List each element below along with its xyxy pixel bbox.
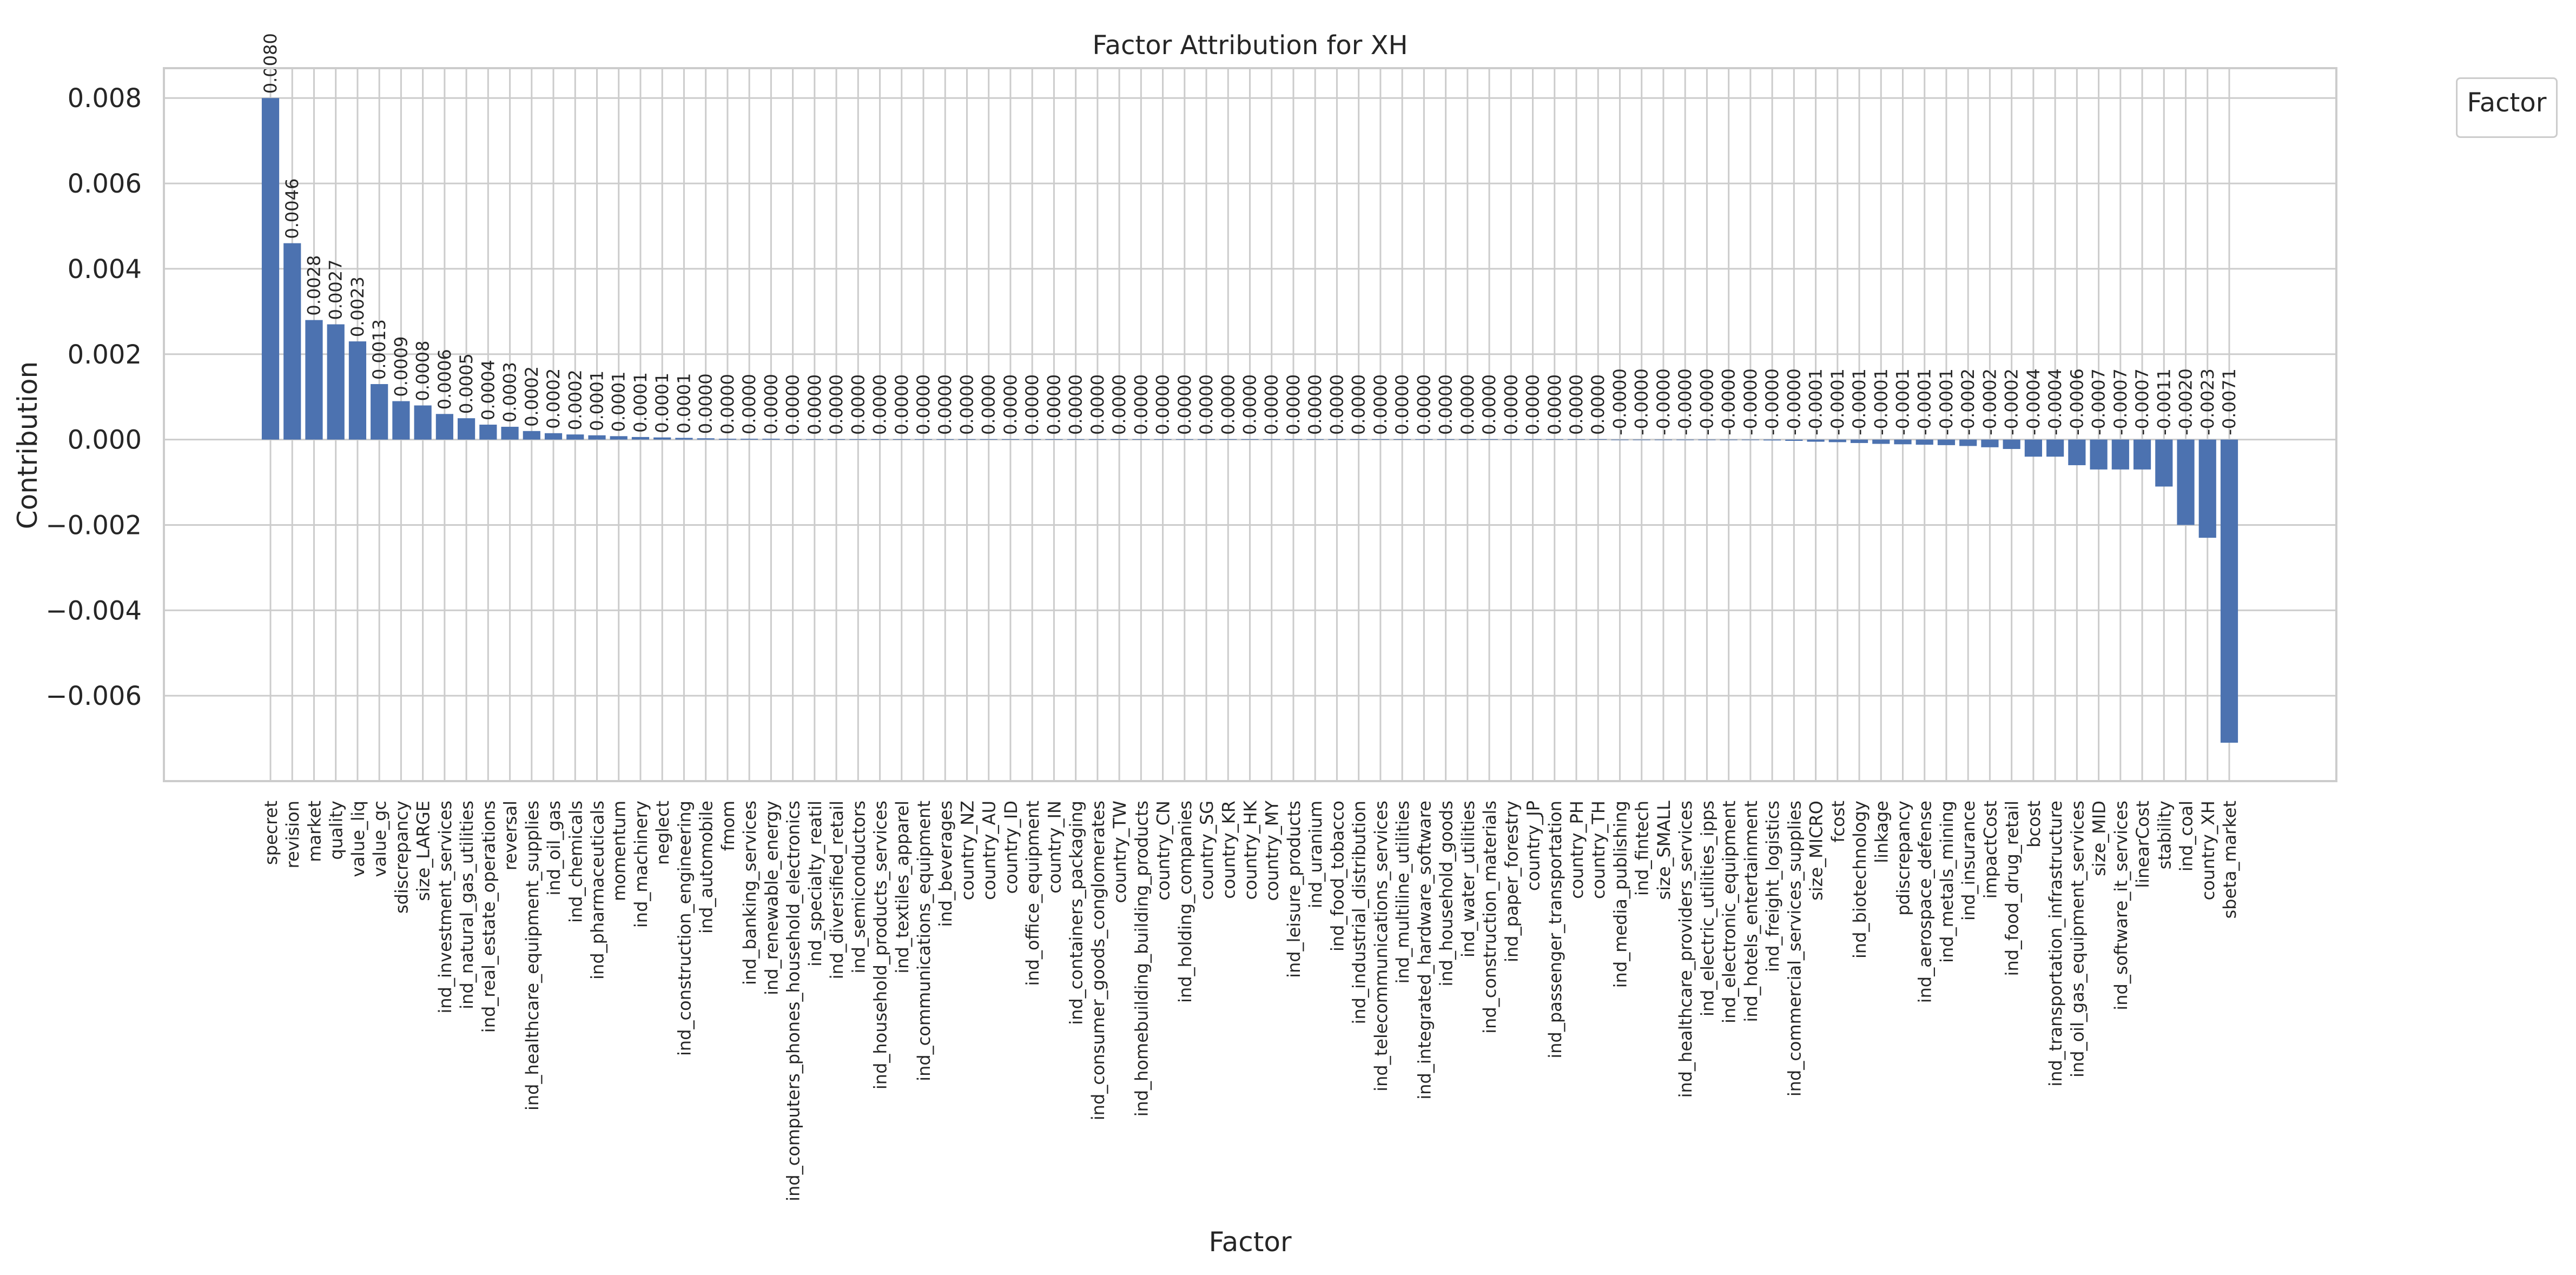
bar-data-label: 0.0001	[673, 373, 695, 434]
bar	[2046, 440, 2064, 457]
bar	[349, 341, 366, 440]
bar-data-label: -0.0002	[2001, 368, 2022, 435]
bar	[741, 439, 758, 440]
x-tick-label: ind_electric_utilities_ipps	[1697, 801, 1718, 1017]
x-tick-label: impactCost	[1980, 801, 2001, 899]
bar	[1981, 440, 1998, 447]
bar	[1198, 439, 1215, 440]
bar	[2068, 440, 2085, 465]
x-tick-label: country_PH	[1567, 801, 1587, 899]
x-tick-label: country_MY	[1261, 801, 1283, 901]
y-tick-label: −0.006	[45, 681, 142, 712]
bar-data-label: 0.0001	[652, 372, 673, 433]
x-tick-label: ind_renewable_energy	[761, 801, 782, 995]
bar-data-label: 0.0000	[1522, 374, 1543, 435]
bar	[1045, 439, 1062, 440]
legend	[2456, 77, 2558, 138]
x-tick-label: ind_semiconductors	[848, 801, 869, 974]
bar	[566, 434, 584, 439]
bar	[1372, 439, 1389, 440]
x-tick-label: fmom	[717, 801, 738, 851]
x-tick-label: country_KR	[1218, 801, 1239, 899]
bar-data-label: -0.0001	[1805, 368, 1826, 435]
x-tick-label: ind_healthcare_equipment_supplies	[521, 801, 543, 1111]
x-tick-label: size_MICRO	[1806, 801, 1827, 901]
bar	[371, 384, 388, 440]
x-tick-label: country_XH	[2197, 801, 2218, 901]
x-tick-label: ind_aerospace_defense	[1914, 801, 1936, 1003]
x-tick-label: momentum	[609, 801, 630, 901]
x-axis-label: Factor	[1208, 1226, 1292, 1258]
bar-data-label: 0.0000	[1566, 374, 1587, 435]
x-tick-label: ind_healthcare_providers_services	[1675, 801, 1696, 1098]
x-tick-label: ind_commercial_services_supplies	[1784, 801, 1805, 1097]
bar-data-label: 0.0005	[456, 353, 477, 414]
bar-data-label: -0.0007	[2132, 368, 2153, 435]
x-tick-label: ind_construction_materials	[1479, 801, 1501, 1034]
bar-data-label: 0.0000	[1588, 374, 1609, 435]
bar-data-label: 0.0000	[826, 374, 847, 435]
y-tick-label: 0.008	[67, 83, 142, 114]
x-tick-label: ind_investment_services	[434, 801, 455, 1014]
bar	[458, 418, 475, 439]
bar-data-label: 0.0002	[565, 369, 586, 431]
bar-data-label: 0.0009	[391, 336, 412, 397]
bar-data-label: -0.0020	[2175, 368, 2196, 435]
bar-data-label: 0.0000	[1109, 374, 1130, 435]
bar	[1241, 439, 1258, 440]
bar-data-label: 0.0000	[804, 374, 825, 435]
bar-data-label: 0.0000	[1022, 374, 1043, 435]
bar	[2003, 440, 2020, 449]
x-tick-label: ind_freight_logistics	[1762, 801, 1784, 972]
bar	[1568, 439, 1585, 440]
x-tick-label: country_IN	[1044, 800, 1065, 894]
bar-data-label: -0.0000	[1740, 368, 1761, 435]
x-tick-label: ind_computers_phones_household_electronics	[783, 801, 804, 1201]
x-tick-label: ind_automobile	[696, 801, 717, 934]
bar	[1589, 439, 1607, 440]
x-tick-label: ind_coal	[2176, 800, 2197, 872]
bar	[1393, 439, 1411, 440]
bar-data-label: -0.0001	[1849, 368, 1870, 435]
x-tick-label: country_AU	[979, 801, 1000, 900]
bar	[719, 439, 736, 440]
x-tick-label: stability	[2154, 800, 2175, 870]
x-tick-label: ind_pharmaceuticals	[587, 801, 608, 980]
x-tick-label: ind_food_tobacco	[1327, 801, 1348, 952]
bar-data-label: 0.0000	[978, 374, 999, 435]
x-tick-label: country_NZ	[957, 801, 978, 901]
bar	[2199, 440, 2216, 538]
x-tick-label: country_CN	[1153, 801, 1174, 901]
x-tick-label: ind_electronic_equipment	[1719, 801, 1740, 1023]
x-tick-label: country_TW	[1109, 801, 1131, 903]
bar	[2177, 440, 2194, 525]
bar-data-label: 0.0000	[1261, 374, 1282, 435]
bar	[1546, 439, 1563, 440]
bar	[1807, 440, 1824, 442]
bar	[653, 438, 671, 440]
bar-data-label: 0.0000	[717, 374, 738, 435]
bar	[414, 405, 432, 439]
bar	[1785, 440, 1802, 441]
y-tick-label: 0.002	[67, 339, 142, 370]
bar-data-label: 0.0080	[260, 33, 281, 94]
bar	[1132, 439, 1150, 440]
bar-data-label: 0.0000	[1218, 374, 1239, 435]
x-tick-label: ind_metals_mining	[1936, 801, 1957, 963]
x-tick-label: country_JP	[1523, 801, 1544, 891]
bar	[1872, 440, 1890, 444]
bar-data-label: 0.0000	[782, 374, 803, 435]
bar-data-label: -0.0000	[1631, 368, 1652, 435]
bar-data-label: 0.0008	[412, 340, 433, 401]
x-tick-label: ind_specialty_reatil	[804, 801, 825, 967]
bar-data-label: -0.0000	[1675, 368, 1696, 435]
bar-data-label: 0.0002	[521, 366, 542, 427]
chart-title: Factor Attribution for XH	[1092, 30, 1408, 61]
x-tick-label: sdiscrepancy	[391, 801, 412, 914]
x-tick-label: linearCost	[2132, 800, 2154, 888]
x-tick-label: ind_transportation_infrastructure	[2045, 801, 2066, 1087]
bar-data-label: 0.0000	[935, 374, 956, 435]
x-tick-label: ind_machinery	[630, 801, 651, 928]
bar-data-label: 0.0000	[1283, 374, 1304, 435]
bar-data-label: -0.0004	[2023, 368, 2044, 435]
bar-data-label: -0.0006	[2066, 368, 2088, 435]
x-tick-label: ind_banking_services	[739, 801, 761, 985]
bar	[1894, 440, 1911, 445]
bar-data-label: 0.0000	[1305, 374, 1326, 435]
bar	[2090, 440, 2108, 470]
bar-data-label: -0.0002	[1979, 368, 2000, 435]
bar	[1263, 439, 1280, 440]
bar	[1829, 440, 1846, 442]
y-tick-label: 0.000	[67, 425, 142, 455]
bar	[632, 437, 649, 440]
bar	[1415, 439, 1432, 440]
bar-data-label: 0.0023	[347, 276, 368, 338]
bar	[849, 439, 867, 440]
x-tick-label: ind_insurance	[1958, 801, 1979, 921]
x-tick-label: ind_software_it_services	[2110, 800, 2131, 1010]
x-tick-label: ind_diversified_retail	[827, 801, 848, 980]
x-tick-label: ind_water_utilities	[1457, 801, 1478, 957]
x-tick-label: ind_office_equipment	[1022, 800, 1043, 986]
bar	[1067, 439, 1085, 440]
bar	[1219, 439, 1237, 440]
bar-data-label: 0.0027	[325, 259, 346, 320]
bar	[806, 439, 823, 440]
bar	[1959, 440, 1977, 446]
x-tick-label: ind_textiles_apparel	[891, 801, 913, 974]
x-tick-label: ind_media_publishing	[1610, 801, 1631, 988]
bar	[1481, 439, 1498, 440]
bar-data-label: -0.0000	[1609, 368, 1630, 435]
bar	[501, 427, 518, 440]
bar	[936, 439, 954, 440]
bar-data-label: 0.0000	[869, 374, 890, 435]
bar-data-label: 0.0046	[282, 178, 303, 239]
x-tick-label: neglect	[652, 801, 673, 865]
bar-data-label: 0.0001	[608, 371, 629, 432]
bar	[610, 436, 628, 439]
x-tick-label: size_MID	[2089, 801, 2110, 876]
bar-data-label: -0.0001	[1914, 368, 1935, 435]
x-tick-label: ind_household_goods	[1436, 801, 1457, 987]
x-tick-label: ind_construction_engineering	[674, 801, 695, 1056]
bar-data-label: 0.0000	[1131, 374, 1152, 435]
bar-data-label: -0.0007	[2088, 368, 2109, 435]
x-tick-label: ind_hotels_entertainment	[1740, 801, 1761, 1022]
x-tick-label: specret	[261, 801, 281, 865]
x-tick-label: ind_biotechnology	[1850, 801, 1871, 959]
bar-data-label: 0.0001	[586, 370, 607, 431]
bar-data-label: 0.0000	[1457, 374, 1478, 435]
x-tick-label: linkage	[1871, 801, 1892, 863]
x-tick-label: fcost	[1827, 801, 1848, 843]
bar-data-label: -0.0002	[1958, 368, 1979, 435]
bar-data-label: 0.0028	[303, 255, 325, 316]
bar	[1306, 439, 1324, 440]
bar	[588, 435, 605, 440]
x-tick-label: ind_paper_forestry	[1501, 801, 1522, 962]
bar	[784, 439, 802, 440]
y-tick-label: −0.004	[45, 596, 142, 626]
bar	[1285, 439, 1302, 440]
bar-data-label: 0.0000	[1152, 374, 1173, 435]
bar-data-label: -0.0000	[1784, 368, 1805, 435]
x-tick-label: revision	[282, 801, 303, 869]
bar-data-label: 0.0000	[1000, 374, 1021, 435]
bar-data-label: -0.0000	[1696, 368, 1718, 435]
x-tick-label: ind_containers_packaging	[1066, 801, 1087, 1025]
bar	[327, 325, 345, 440]
bar-data-label: -0.0000	[1762, 368, 1783, 435]
bar-data-label: 0.0000	[956, 374, 977, 435]
bar	[1502, 439, 1520, 440]
bar-data-label: -0.0001	[1936, 368, 1957, 435]
bar	[479, 425, 497, 440]
bar-data-label: 0.0000	[1479, 374, 1500, 435]
bar	[893, 439, 910, 440]
bar-data-label: 0.0000	[1043, 374, 1065, 435]
y-tick-label: −0.002	[45, 510, 142, 541]
bar-data-label: -0.0001	[1827, 368, 1848, 435]
x-tick-label: reversal	[500, 801, 521, 871]
bar-data-label: 0.0000	[1392, 374, 1413, 435]
bar-data-label: 0.0000	[1174, 374, 1195, 435]
bar-data-label: 0.0000	[1435, 374, 1456, 435]
x-tick-label: pdiscrepancy	[1893, 801, 1914, 916]
bar	[1176, 439, 1193, 440]
x-tick-label: country_SG	[1197, 801, 1218, 900]
bar-data-label: 0.0000	[1087, 374, 1108, 435]
x-tick-label: ind_chemicals	[565, 801, 586, 923]
x-tick-label: value_gc	[369, 801, 391, 877]
bar-data-label: -0.0001	[1871, 368, 1892, 435]
bar-data-label: 0.0000	[913, 374, 934, 435]
bar	[283, 243, 301, 440]
x-tick-label: country_ID	[1000, 801, 1021, 894]
bar	[1328, 439, 1345, 440]
x-tick-label: size_SMALL	[1653, 801, 1674, 900]
bar	[2025, 440, 2042, 457]
bar-data-label: 0.0000	[695, 373, 716, 434]
bar-data-label: 0.0000	[1196, 374, 1217, 435]
x-tick-label: ind_multiline_utilities	[1392, 801, 1414, 984]
bar-data-label: 0.0000	[1348, 374, 1369, 435]
bar-data-label: -0.0011	[2154, 368, 2175, 435]
bar	[2112, 440, 2129, 470]
x-tick-label: ind_beverages	[935, 801, 956, 927]
bar-data-label: -0.0007	[2110, 368, 2131, 435]
x-tick-label: sbeta_market	[2220, 801, 2240, 919]
legend-title: Factor	[2467, 88, 2547, 118]
bar	[436, 414, 453, 439]
x-tick-label: ind_industrial_distribution	[1349, 801, 1370, 1025]
x-tick-label: ind_food_drug_retail	[2002, 801, 2023, 976]
bar-data-label: 0.0000	[1239, 374, 1260, 435]
bar	[523, 431, 540, 440]
bar	[2134, 440, 2151, 470]
bar-data-label: 0.0000	[848, 374, 869, 435]
x-tick-label: ind_natural_gas_utilities	[457, 801, 478, 1009]
bar	[1023, 439, 1041, 440]
bar-data-label: 0.0000	[1544, 374, 1565, 435]
bar-data-label: 0.0003	[499, 361, 520, 422]
x-tick-label: ind_telecommunications_services	[1370, 801, 1391, 1092]
x-tick-label: ind_holding_companies	[1174, 801, 1195, 1003]
bar-data-label: 0.0004	[478, 360, 499, 420]
bar-data-label: 0.0000	[761, 374, 782, 435]
bar	[2221, 440, 2238, 743]
bar	[675, 438, 692, 439]
x-tick-label: value_liq	[347, 801, 368, 877]
bar	[1089, 439, 1106, 440]
bar	[1851, 440, 1868, 443]
x-tick-label: ind_uranium	[1305, 801, 1326, 909]
bar	[1459, 439, 1476, 440]
x-tick-label: ind_integrated_hardware_software	[1414, 801, 1435, 1100]
bar-data-label: 0.0006	[434, 349, 455, 410]
bar	[392, 401, 409, 440]
bar-data-label: 0.0000	[891, 374, 912, 435]
bar-data-label: 0.0000	[739, 374, 760, 435]
y-tick-label: 0.004	[67, 254, 142, 285]
x-tick-label: ind_communications_equipment	[914, 801, 934, 1081]
x-tick-label: market	[304, 801, 325, 862]
x-tick-label: ind_oil_gas	[544, 801, 565, 896]
x-tick-label: ind_homebuilding_building_products	[1131, 801, 1152, 1117]
x-tick-label: ind_fintech	[1632, 801, 1653, 896]
bar-data-label: 0.0013	[369, 319, 390, 380]
x-tick-label: ind_real_estate_operations	[478, 801, 499, 1033]
bar	[1916, 440, 1933, 445]
bar	[762, 439, 780, 440]
bar	[1350, 439, 1368, 440]
bar-data-label: 0.0000	[1326, 374, 1348, 435]
bar-data-label: -0.0000	[1653, 368, 1674, 435]
bar	[1763, 440, 1781, 441]
bar-data-label: 0.0000	[1065, 374, 1086, 435]
x-tick-label: ind_consumer_goods_conglomerates	[1087, 801, 1108, 1121]
bar-data-label: -0.0001	[1892, 368, 1913, 435]
bar-data-label: 0.0000	[1414, 374, 1435, 435]
x-tick-label: ind_leisure_products	[1283, 801, 1304, 978]
y-tick-label: 0.006	[67, 169, 142, 200]
y-axis-label: Contribution	[12, 361, 43, 530]
bar	[1002, 439, 1019, 440]
x-tick-label: ind_passenger_transportation	[1544, 801, 1566, 1059]
x-tick-label: bcost	[2023, 801, 2044, 848]
x-tick-label: size_LARGE	[413, 801, 434, 901]
bar	[1111, 439, 1128, 440]
bar	[1938, 440, 1955, 445]
x-tick-label: quality	[326, 801, 347, 860]
bar	[980, 439, 998, 440]
bar-data-label: 0.0000	[1501, 374, 1522, 435]
bar	[1437, 439, 1455, 440]
bar	[828, 439, 845, 440]
bar	[871, 439, 888, 440]
bar	[305, 320, 322, 440]
bar	[915, 439, 932, 440]
bar-data-label: -0.0004	[2045, 368, 2066, 435]
bar	[262, 98, 279, 439]
x-tick-label: ind_household_products_services	[870, 800, 891, 1090]
bar-data-label: -0.0023	[2197, 368, 2218, 435]
x-tick-label: ind_oil_gas_equipment_services	[2067, 801, 2088, 1078]
bar-data-label: 0.0002	[543, 368, 564, 429]
bar-data-label: -0.0000	[1718, 368, 1739, 435]
bar	[697, 438, 715, 439]
x-tick-label: country_HK	[1240, 801, 1261, 900]
bar	[958, 439, 975, 440]
bar-data-label: -0.0071	[2219, 368, 2240, 435]
bar	[1154, 439, 1171, 440]
bar	[2155, 440, 2172, 487]
bar	[545, 433, 562, 440]
bar	[1524, 439, 1541, 440]
x-tick-label: country_TH	[1588, 801, 1609, 899]
bar-data-label: 0.0000	[1370, 374, 1391, 435]
bar-data-label: 0.0001	[630, 372, 651, 433]
